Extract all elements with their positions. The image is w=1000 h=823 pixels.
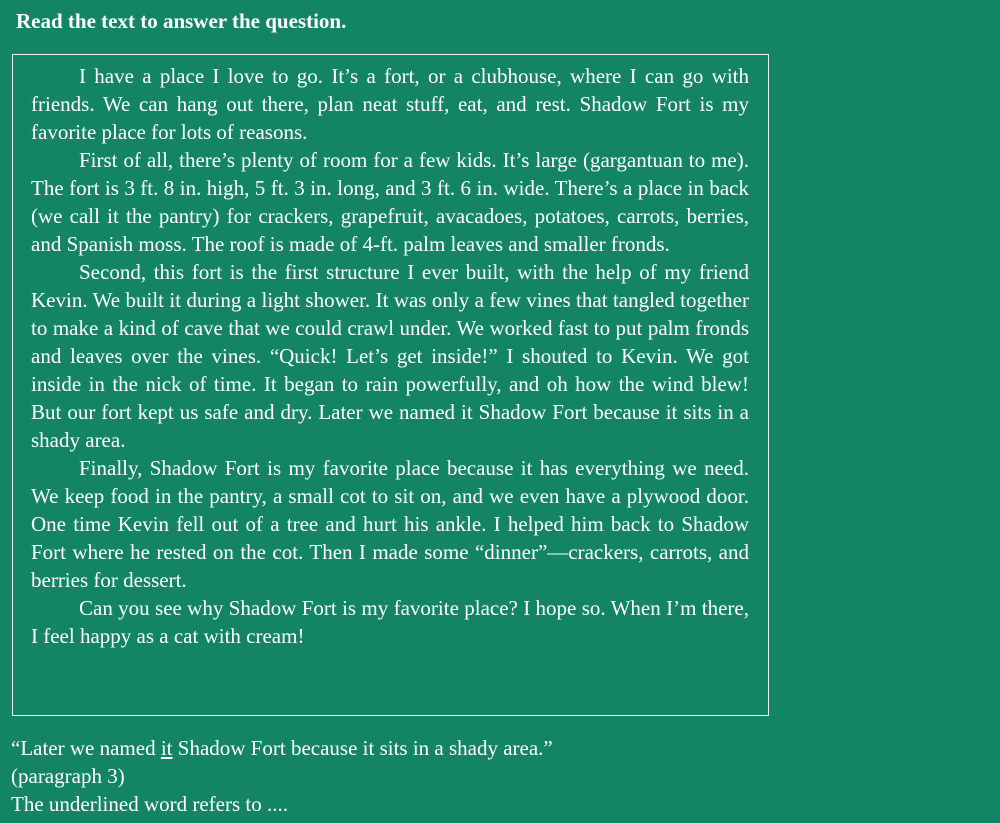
quote-before: “Later we named bbox=[11, 736, 161, 760]
passage-box bbox=[12, 54, 769, 716]
question-quote bbox=[11, 734, 553, 762]
instruction-heading: Read the text to answer the question. bbox=[16, 9, 347, 33]
quote-after: Shadow Fort because it sits in a shady area.” bbox=[172, 736, 553, 760]
question-reference: (paragraph 3) bbox=[11, 764, 125, 788]
passage-paragraph-5: Can you see why Shadow Fort is my favorite place? I hope so. When I’m there, I feel happy as a cat with cream! bbox=[31, 596, 749, 648]
question-prompt: The underlined word refers to .... bbox=[11, 792, 288, 816]
passage-paragraph-4: Finally, Shadow Fort is my favorite place because it has everything we need. We keep food in the pantry, a small cot to sit on, and we even have a plywood door. One time Kevin fell out of a tree and hurt his ankle. I helped him back to Shadow Fort where he rested on the cot. Then I made some “dinner”—crackers, carrots, and berries for dessert. bbox=[31, 456, 749, 592]
passage-paragraph-1: I have a place I love to go. It’s a fort, or a clubhouse, where I can go with friends. We can hang out there, plan neat stuff, eat, and rest. Shadow Fort is my favorite place for lots of reasons. bbox=[31, 64, 749, 144]
underlined-word: it bbox=[160, 736, 173, 760]
question-block bbox=[11, 734, 553, 818]
passage-paragraph-2: First of all, there’s plenty of room for a few kids. It’s large (gargantuan to me). The fort is 3 ft. 8 in. high, 5 ft. 3 in. long, and 3 ft. 6 in. wide. There’s a place in back (we call it the pantry) for crackers, grapefruit, avacadoes, potatoes, carrots, berries, and Spanish moss. The roof is made of 4-ft. palm leaves and smaller fronds. bbox=[31, 148, 749, 256]
passage-paragraph-3: Second, this fort is the first structure I ever built, with the help of my friend Kevin. We built it during a light shower. It was only a few vines that tangled together to make a kind of cave that we could crawl under. We worked fast to put palm fronds and leaves over the vines. “Quick! Let’s get inside!” I shouted to Kevin. We got inside in the nick of time. It began to rain powerfully, and oh how the wind blew! But our fort kept us safe and dry. Later we named it Shadow Fort because it sits in a shady area. bbox=[31, 260, 749, 452]
